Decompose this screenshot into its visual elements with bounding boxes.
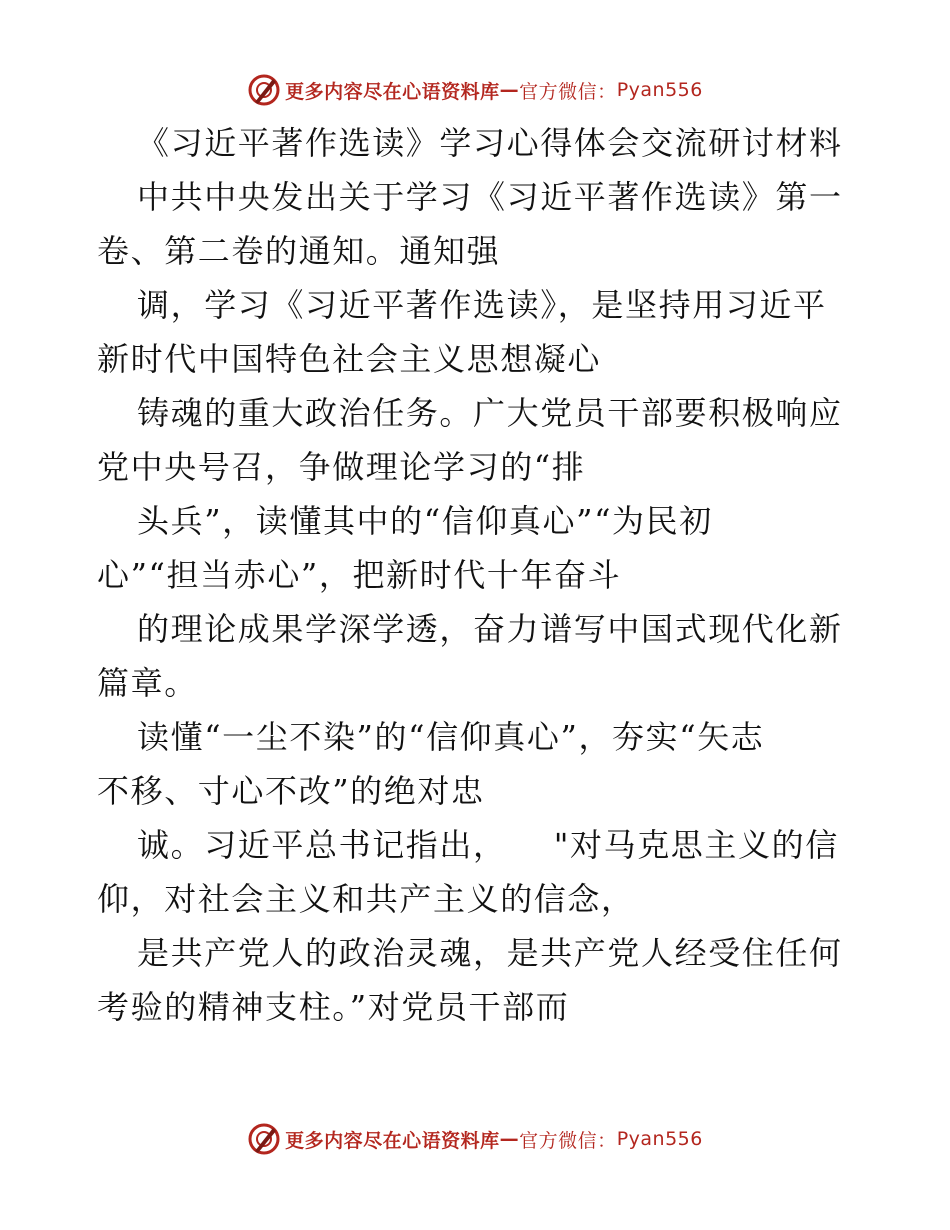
- text-line: 调，学习《习近平著作选读》，是坚持用习近平: [137, 286, 827, 324]
- header-banner: [0, 70, 950, 110]
- quill-logo-icon: [247, 1122, 281, 1156]
- header-separator: —: [499, 79, 520, 101]
- text-line: 卷、第二卷的通知。通知强: [97, 232, 501, 270]
- footer-wechat-id: Pyan556: [616, 1128, 703, 1150]
- footer-banner: [0, 1119, 950, 1159]
- quill-logo-icon: [247, 73, 281, 107]
- text-line: 仰，对社会主义和共产主义的信念，: [97, 880, 635, 918]
- text-line: 中共中央发出关于学习《习近平著作选读》第一: [137, 178, 843, 216]
- text-line: 是共产党人的政治灵魂，是共产党人经受住任何: [137, 934, 843, 972]
- text-line: 头兵”，读懂其中的“信仰真心”“为民初: [137, 502, 713, 540]
- text-line: 的理论成果学深学透，奋力谱写中国式现代化新: [137, 610, 843, 648]
- header-wechat-label: 官方微信：: [519, 80, 617, 103]
- text-line: 诚。习近平总书记指出， "对马克思主义的信: [137, 826, 839, 864]
- text-line: 不移、寸心不改”的绝对忠: [97, 772, 485, 810]
- text-line: 篇章。: [97, 664, 198, 702]
- text-line: 铸魂的重大政治任务。广大党员干部要积极响应: [137, 394, 843, 432]
- text-line: 新时代中国特色社会主义思想凝心: [97, 340, 602, 378]
- text-line: 考验的精神支柱。”对党员干部而: [97, 988, 570, 1026]
- footer-brand-text: 更多内容尽在心语资料库: [285, 1129, 500, 1152]
- header-brand-text: 更多内容尽在心语资料库: [285, 80, 500, 103]
- footer-separator: —: [499, 1128, 520, 1150]
- document-body: [97, 116, 857, 1034]
- text-line: 读懂“一尘不染”的“信仰真心”，夯实“矢志: [137, 718, 765, 756]
- document-title: 《习近平著作选读》学习心得体会交流研讨材料: [137, 124, 843, 162]
- text-line: 心”“担当赤心”，把新时代十年奋斗: [97, 556, 622, 594]
- header-wechat-id: Pyan556: [616, 79, 703, 101]
- footer-wechat-label: 官方微信：: [519, 1129, 617, 1152]
- text-line: 党中央号召，争做理论学习的“排: [97, 448, 586, 486]
